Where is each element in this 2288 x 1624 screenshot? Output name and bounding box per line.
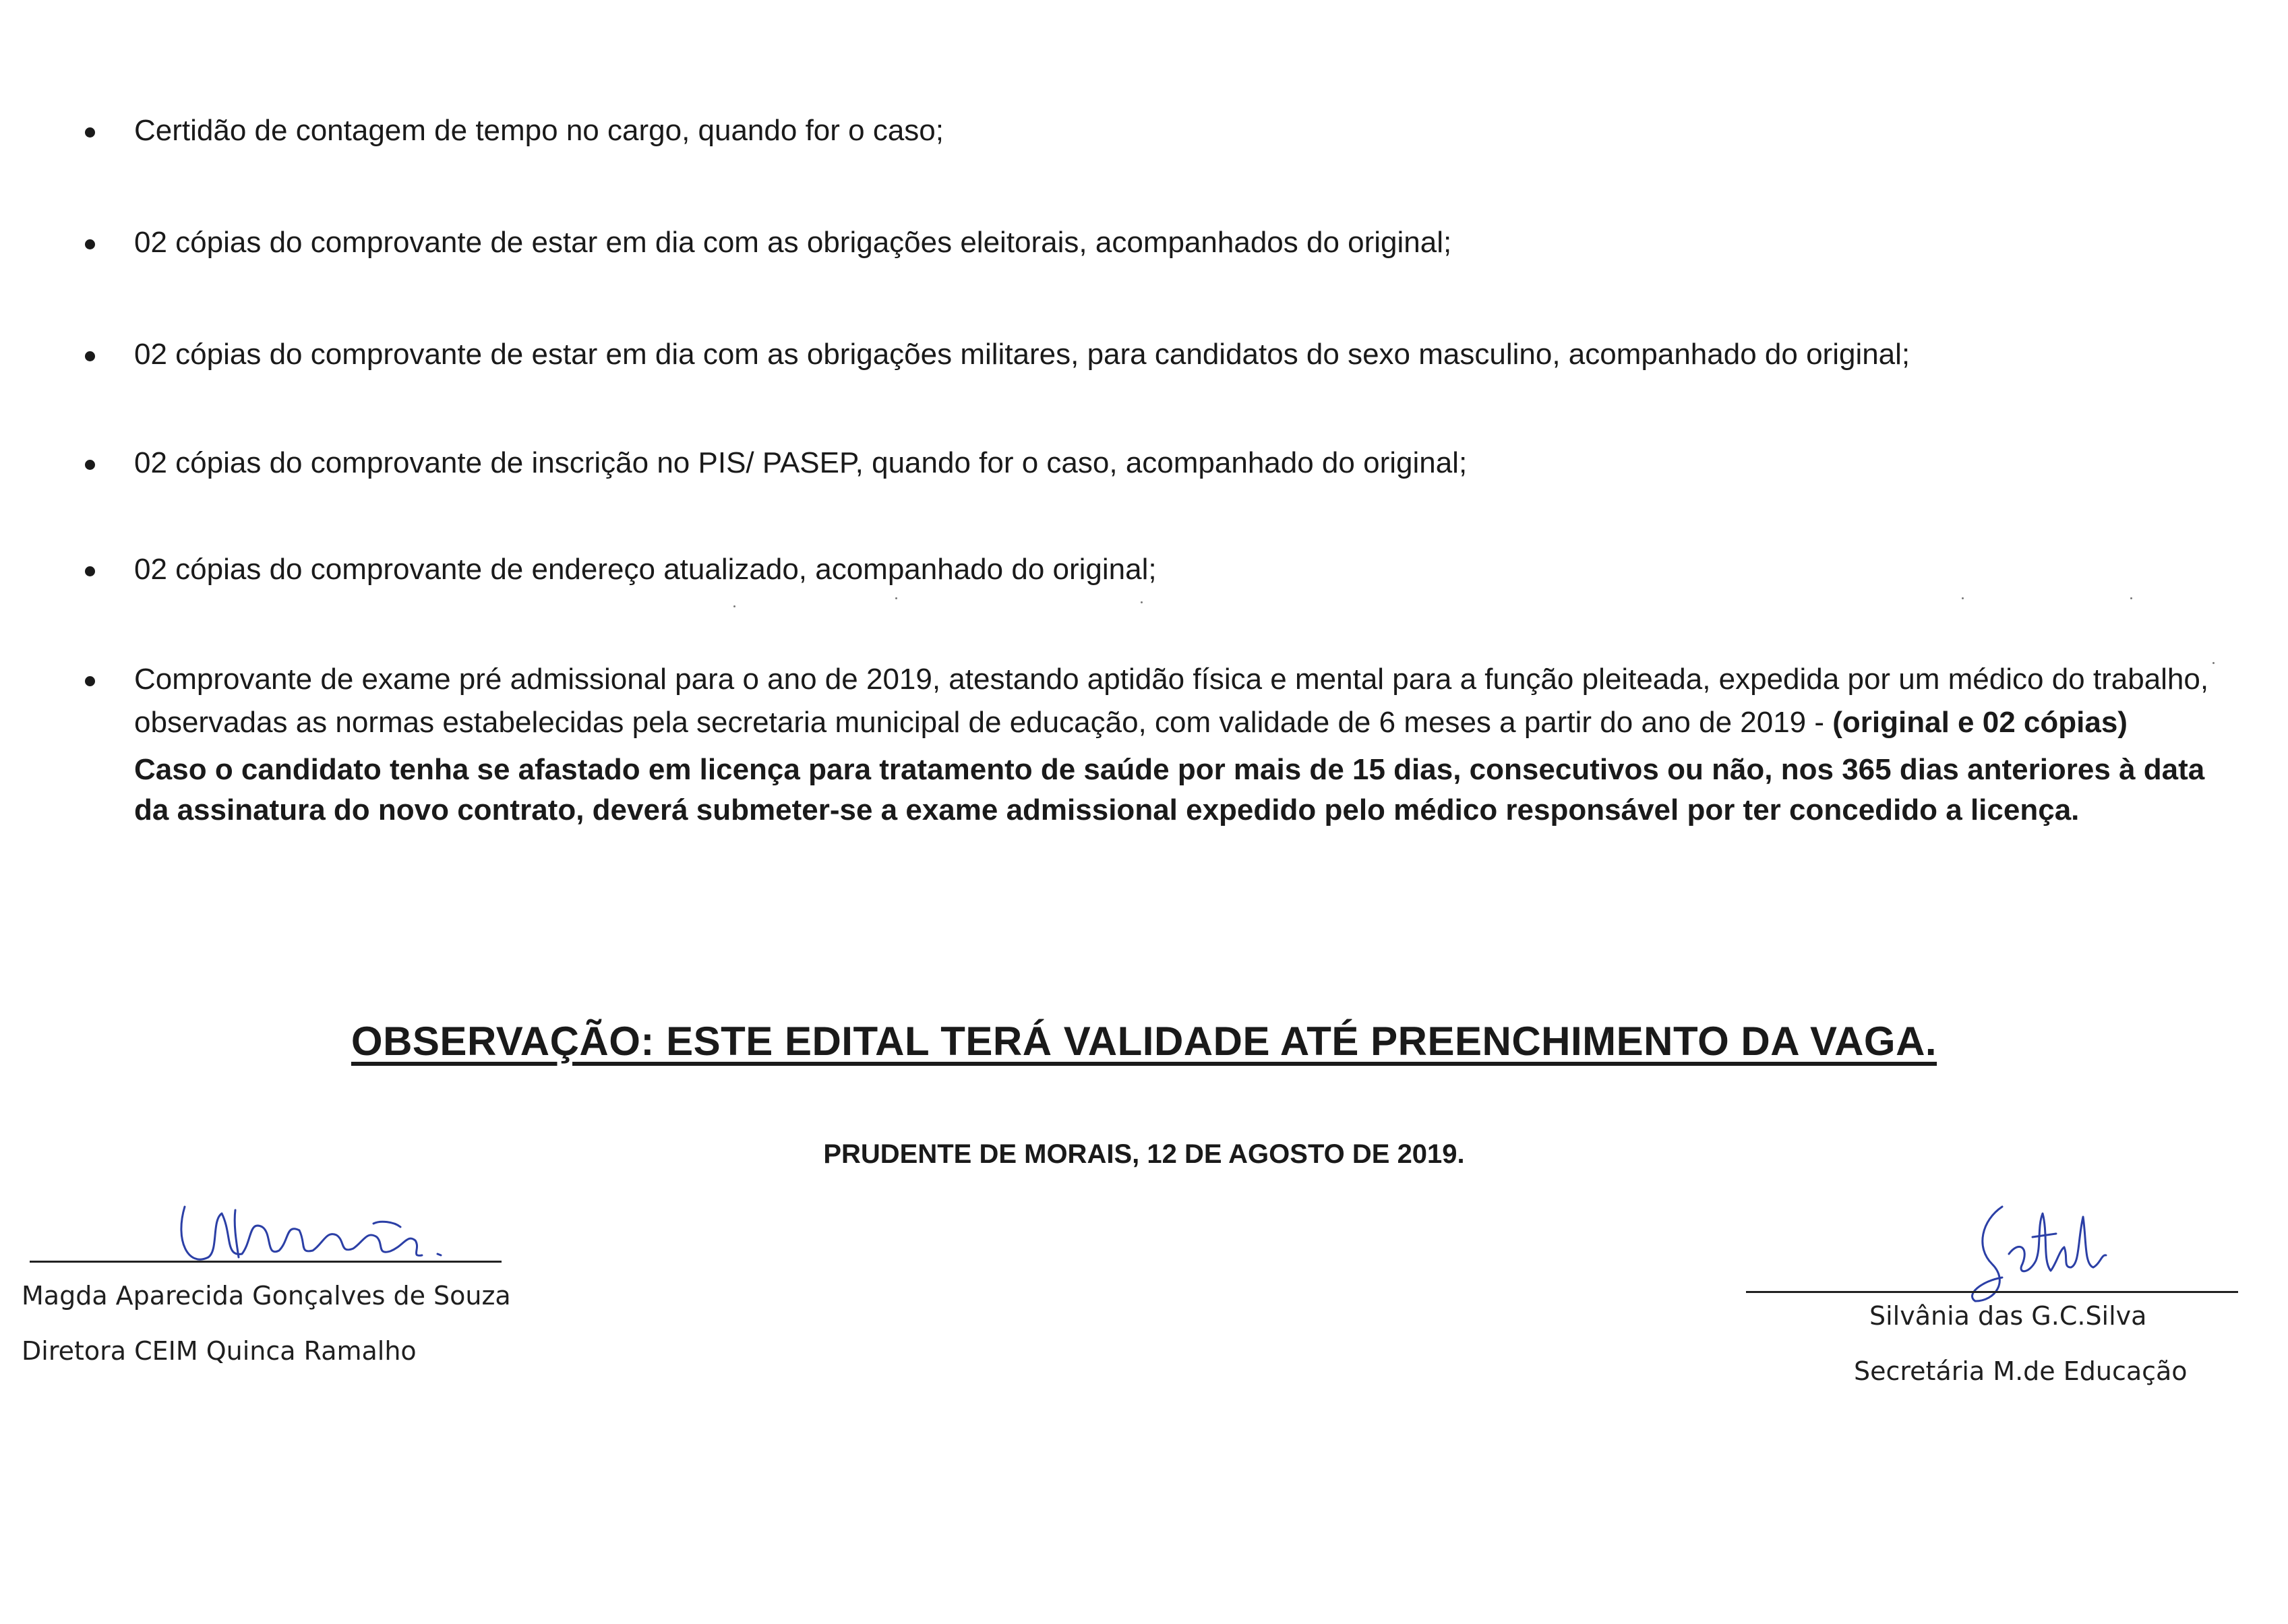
signature-line-left: [30, 1261, 502, 1263]
list-item-text: 02 cópias do comprovante de estar em dia com as obrigações militares, para candidatos do sexo masculino, acompanhado do original;: [134, 338, 1910, 371]
signature-block-left: [22, 1193, 511, 1395]
place-date-line: PRUDENTE DE MORAIS, 12 DE AGOSTO DE 2019.: [823, 1139, 1465, 1169]
list-item-text: Certidão de contagem de tempo no cargo, quando for o caso;: [134, 114, 944, 147]
bullet-icon: [85, 676, 95, 686]
exam-line-1: Comprovante de exame pré admissional para o ano de 2019, atestando aptidão física e mental para a função pleiteada, expedida por um médico do trabalho,: [134, 663, 2209, 696]
validity-observation: OBSERVAÇÃO: ESTE EDITAL TERÁ VALIDADE ATÉ PREENCHIMENTO DA VAGA.: [351, 1019, 1937, 1064]
bullet-icon: [85, 127, 95, 138]
scan-speck: [1141, 601, 1143, 603]
signatory-name-left: Magda Aparecida Gonçalves de Souza: [22, 1281, 511, 1311]
signature-block-right: [1746, 1200, 2238, 1402]
signatory-role-right: Secretária M.de Educação: [1854, 1356, 2188, 1386]
bullet-icon: [85, 460, 95, 470]
list-item-text: 02 cópias do comprovante de estar em dia com as obrigações eleitorais, acompanhados do original;: [134, 226, 1452, 259]
bullet-icon: [85, 566, 95, 576]
list-item-text: 02 cópias do comprovante de inscrição no PIS/ PASEP, quando for o caso, acompanhado do original;: [134, 446, 1468, 479]
scan-speck: [733, 605, 735, 607]
exam-copies-note: (original e 02 cópias): [1832, 706, 2128, 739]
scan-speck: [2212, 662, 2215, 664]
exam-line-2-text: observadas as normas estabelecidas pela secretaria municipal de educação, com validade de 6 meses a partir do ano de 2019 -: [134, 706, 1833, 739]
scan-speck: [895, 597, 897, 599]
signatory-name-right: Silvânia das G.C.Silva: [1869, 1301, 2147, 1331]
exam-item-text: [134, 658, 2244, 831]
bullet-icon: [85, 351, 95, 361]
scan-speck: [2130, 597, 2132, 599]
signatory-role-left: Diretora CEIM Quinca Ramalho: [22, 1336, 417, 1366]
signature-line-right: [1746, 1291, 2238, 1293]
leave-notice: Caso o candidato tenha se afastado em licença para tratamento de saúde por mais de 15 dias, consecutivos ou não, nos 365 dias anteriores à data da assinatura do novo contrato, deverá submeter-se a exame admissional expedido pelo médico responsável por ter concedido a licença.: [134, 753, 2205, 826]
bullet-icon: [85, 239, 95, 249]
list-item-text: 02 cópias do comprovante de endereço atualizado, acompanhado do original;: [134, 553, 1157, 586]
exam-line-2: [134, 701, 2244, 744]
scan-speck: [1962, 597, 1964, 599]
